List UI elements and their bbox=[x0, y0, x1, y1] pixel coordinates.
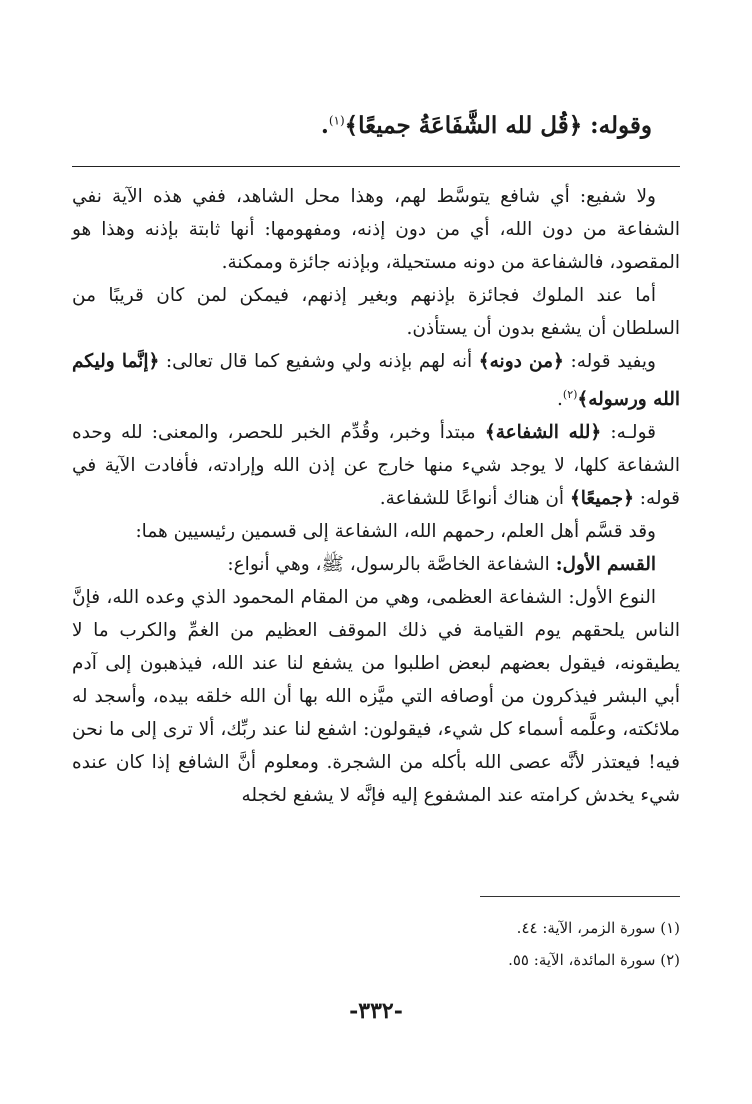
footnote-ref: (٢) bbox=[562, 388, 578, 401]
heading-text: وقوله: ﴿قُل لله الشَّفَاعَةُ جميعًا﴾ bbox=[344, 112, 652, 139]
footnote-divider bbox=[480, 896, 680, 897]
paragraph-text: ويفيد قوله: bbox=[563, 351, 656, 372]
paragraph bbox=[72, 345, 680, 416]
section-label: القسم الأول: bbox=[555, 554, 656, 576]
footnotes bbox=[120, 912, 680, 976]
page-number: -٣٣٢- bbox=[349, 998, 403, 1024]
heading-footnote-ref: (١) bbox=[328, 113, 345, 128]
paragraph: النوع الأول: الشفاعة العظمى، وهي من المقام المحمود الذي وعده الله، فإنَّ الناس يلحقهم يوم القيامة في ذلك الموقف العظيم من الغمِّ والكرب ما لا يطيقونه، فيقول بعضهم لبعض اطلبوا من يشفع لنا عند الله، فيذهبون إلى آدم أبي البشر فيذكرون من أوصافه التي ميَّزه الله بها أن الله خلقه بيده، وأسجد له ملائكته، وعلَّمه أسماء كل شيء، فيقولون: اشفع لنا عند ربِّك، ألا ترى إلى ما نحن فيه! فيعتذر لأنَّه عصى الله بأكله من الشجرة. ومعلوم أنَّ الشافع إذا كان عنده شيء يخدش كرامته عند المشفوع إليه فإنَّه لا يشفع لخجله bbox=[72, 587, 680, 807]
paragraph: ولا شفيع: أي شافع يتوسَّط لهم، وهذا محل الشاهد، ففي هذه الآية نفي الشفاعة من دون الله، أي من دون إذنه، ومفهومها: أنها ثابتة بإذنه وهذا هو المقصود، فالشفاعة من دونه مستحيلة، وبإذنه جائزة وممكنة. bbox=[72, 186, 680, 273]
heading-divider bbox=[72, 166, 680, 167]
paragraph-text: قولـه: bbox=[601, 422, 656, 444]
footnote: (٢) سورة المائدة، الآية: ٥٥. bbox=[508, 951, 680, 969]
paragraph: وقد قسَّم أهل العلم، رحمهم الله، الشفاعة إلى قسمين رئيسيين هما: bbox=[135, 521, 656, 543]
paragraph-text: الشفاعة الخاصَّة بالرسول، ﷺ، وهي أنواع: bbox=[227, 554, 556, 576]
paragraph-text: مبتدأ وخبر، وقُدِّم الخبر للحصر، والمعنى: لله وحده الشفاعة كلها، لا يوجد شيء منها خارج عن إذن الله وإرادته، فأفادت الآية في قوله: bbox=[72, 422, 680, 510]
heading-end: . bbox=[320, 112, 329, 139]
paragraph-text: أن هناك أنواعًا للشفاعة. bbox=[379, 488, 570, 510]
quran-quote: ﴿لله الشفاعة﴾ bbox=[484, 422, 602, 444]
quran-quote: ﴿جميعًا﴾ bbox=[569, 488, 634, 510]
paragraph bbox=[72, 548, 680, 581]
paragraph: أما عند الملوك فجائزة بإذنهم وبغير إذنهم، فيمكن لمن كان قريبًا من السلطان أن يشفع بدون أن يستأذن. bbox=[72, 285, 680, 339]
quran-quote: ﴿إنَّما وليكم الله ورسوله﴾ bbox=[72, 351, 680, 411]
paragraph bbox=[72, 416, 680, 515]
main-text bbox=[72, 180, 680, 812]
quran-quote: ﴿من دونه﴾ bbox=[478, 351, 564, 372]
paragraph-text: . bbox=[557, 389, 563, 411]
paragraph-text: أنه لهم بإذنه ولي وشفيع كما قال تعالى: bbox=[159, 351, 479, 372]
footnote: (١) سورة الزمر، الآية: ٤٤. bbox=[516, 919, 680, 937]
section-heading bbox=[92, 112, 652, 139]
